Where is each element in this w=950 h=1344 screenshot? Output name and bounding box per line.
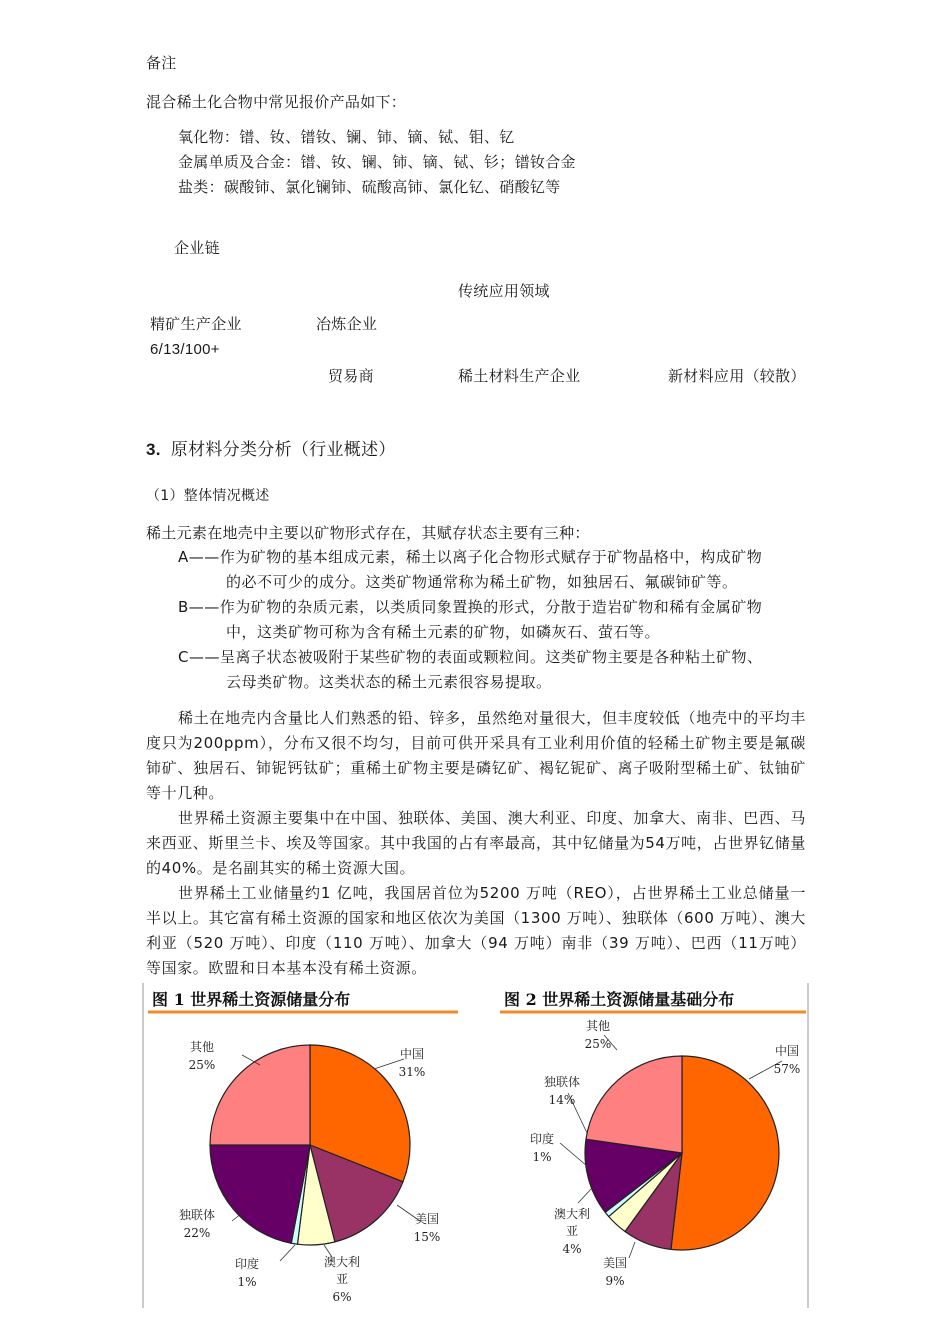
form-a-line1: A——作为矿物的基本组成元素，稀土以离子化合物形式赋存于矿物晶格中，构成矿物 (178, 548, 763, 566)
chart2-pie (530, 1018, 800, 1288)
chart1-value-usa: 15% (413, 1230, 441, 1244)
paragraph-reserves: 世界稀土工业储量约1 亿吨，我国居首位为5200 万吨（REO），占世界稀土工业总储量一半以上。其它富有稀土资源的国家和地区依次为美国（1300 万吨）、独联体（600 万吨）、澳大利亚（520 万吨）、印度（110 万吨）、加拿大（94 万吨）南非（39 万吨）、巴西（11万吨）等国家。欧盟和日本基本没有稀土资源。 (146, 884, 806, 977)
paragraph-abundance: 稀土在地壳内含量比人们熟悉的铅、锌多，虽然绝对量很大，但丰度较低（地壳中的平均丰度只为200ppm），分布又很不均匀，目前可供开采具有工业利用价值的轻稀土矿物主要是氟碳铈矿、独居石、铈铌钙钛矿；重稀土矿物主要是磷钇矿、褐钇铌矿、离子吸附型稀土矿、钛铀矿等十几种。 (146, 709, 806, 802)
chart1-label-australia: 澳大利亚 (323, 1255, 361, 1286)
chain-new-material: 新材料应用（较散） (668, 367, 806, 385)
chart1-title: 图 1 世界稀土资源储量分布 (152, 990, 351, 1009)
section-number: 3. (146, 440, 161, 459)
section-heading (146, 440, 396, 460)
chart1-leader-india (280, 1245, 295, 1261)
chart1-label-cis: 独联体 (178, 1208, 216, 1222)
form-c (178, 645, 818, 695)
form-a-line2: 的必不可少的成分。这类矿物通常称为稀土矿物，如独居石、氟碳铈矿等。 (226, 573, 738, 591)
chart1-label-china: 中国 (399, 1047, 425, 1061)
chart2-value-other: 25% (584, 1037, 612, 1051)
chart1-label-usa: 美国 (414, 1212, 440, 1226)
chain-material-producer: 稀土材料生产企业 (458, 367, 581, 385)
notes-label: 备注 (146, 54, 177, 72)
chart2-leader-india (560, 1143, 587, 1166)
mixed-intro: 混合稀土化合物中常见报价产品如下： (146, 93, 407, 111)
chart2-value-usa: 9% (605, 1274, 625, 1288)
chart2-label-china: 中国 (774, 1044, 800, 1058)
chart2-value-cis: 14% (548, 1093, 576, 1107)
chart1-label-india: 印度 (234, 1257, 260, 1271)
chart1-label-other: 其他 (189, 1040, 215, 1054)
chart2-leader-australia (578, 1188, 592, 1203)
form-c-line1: C——呈离子状态被吸附于某些矿物的表面或颗粒间。这类矿物主要是各种粘土矿物、 (178, 648, 763, 666)
chart1-slice-other (210, 1045, 310, 1145)
chain-title: 企业链 (174, 239, 220, 257)
form-b-line1: B——作为矿物的杂质元素，以类质同象置换的形式，分散于造岩矿物和稀有金属矿物 (178, 598, 763, 616)
chain-ratio: 6/13/100+ (150, 341, 220, 358)
chart1-value-india: 1% (237, 1275, 257, 1289)
intro-text: 稀土元素在地壳中主要以矿物形式存在，其赋存状态主要有三种： (146, 524, 590, 542)
chart2-label-other: 其他 (585, 1019, 611, 1033)
chart1-value-china: 31% (398, 1065, 426, 1079)
chart2-label-australia: 澳大利亚 (553, 1207, 591, 1238)
form-a (178, 545, 818, 595)
chain-smelting: 冶炼企业 (316, 315, 378, 333)
subsection-title: （1）整体情况概述 (146, 488, 270, 504)
form-b (178, 595, 818, 645)
chain-concentrate: 精矿生产企业 (150, 315, 242, 333)
chart2-value-australia: 4% (562, 1242, 582, 1256)
pie-charts-figure (142, 983, 812, 1308)
chart1-pie (179, 1039, 440, 1304)
paragraph-distribution: 世界稀土资源主要集中在中国、独联体、美国、澳大利亚、印度、加拿大、南非、巴西、马来西亚、斯里兰卡、埃及等国家。其中我国的占有率最高，其中钇储量为54万吨，占世界钇储量的40%。是名副其实的稀土资源大国。 (146, 809, 806, 877)
product-line-salts: 盐类：碳酸铈、氯化镧铈、硫酸高铈、氯化钇、硝酸钇等 (178, 178, 561, 196)
chart1-value-other: 25% (188, 1058, 216, 1072)
product-line-metals: 金属单质及合金：镨、钕、镧、铈、镝、铽、钐；镨钕合金 (178, 153, 576, 171)
chart1-value-cis: 22% (183, 1226, 211, 1240)
chart1-value-australia: 6% (332, 1290, 352, 1304)
chart2-label-cis: 独联体 (543, 1075, 581, 1089)
form-b-line2: 中，这类矿物可称为含有稀土元素的矿物，如磷灰石、萤石等。 (226, 623, 661, 641)
chart2-title: 图 2 世界稀土资源储量基础分布 (504, 990, 735, 1009)
chart2-slice-other (586, 1056, 682, 1153)
chart2-value-india: 1% (532, 1150, 552, 1164)
form-c-line2: 云母类矿物。这类状态的稀土元素很容易提取。 (226, 673, 552, 691)
chain-trader: 贸易商 (328, 367, 374, 385)
chart2-label-india: 印度 (529, 1132, 555, 1146)
section-title: 原材料分类分析（行业概述） (170, 440, 396, 460)
chain-traditional: 传统应用领域 (458, 282, 550, 300)
chart2-leader-usa (629, 1242, 635, 1258)
chart2-value-china: 57% (773, 1062, 801, 1076)
product-line-oxides: 氧化物：镨、钕、镨钕、镧、铈、镝、铽、钼、钇 (178, 128, 515, 146)
chart2-label-usa: 美国 (602, 1256, 628, 1270)
chart2-slice-china (671, 1056, 779, 1250)
